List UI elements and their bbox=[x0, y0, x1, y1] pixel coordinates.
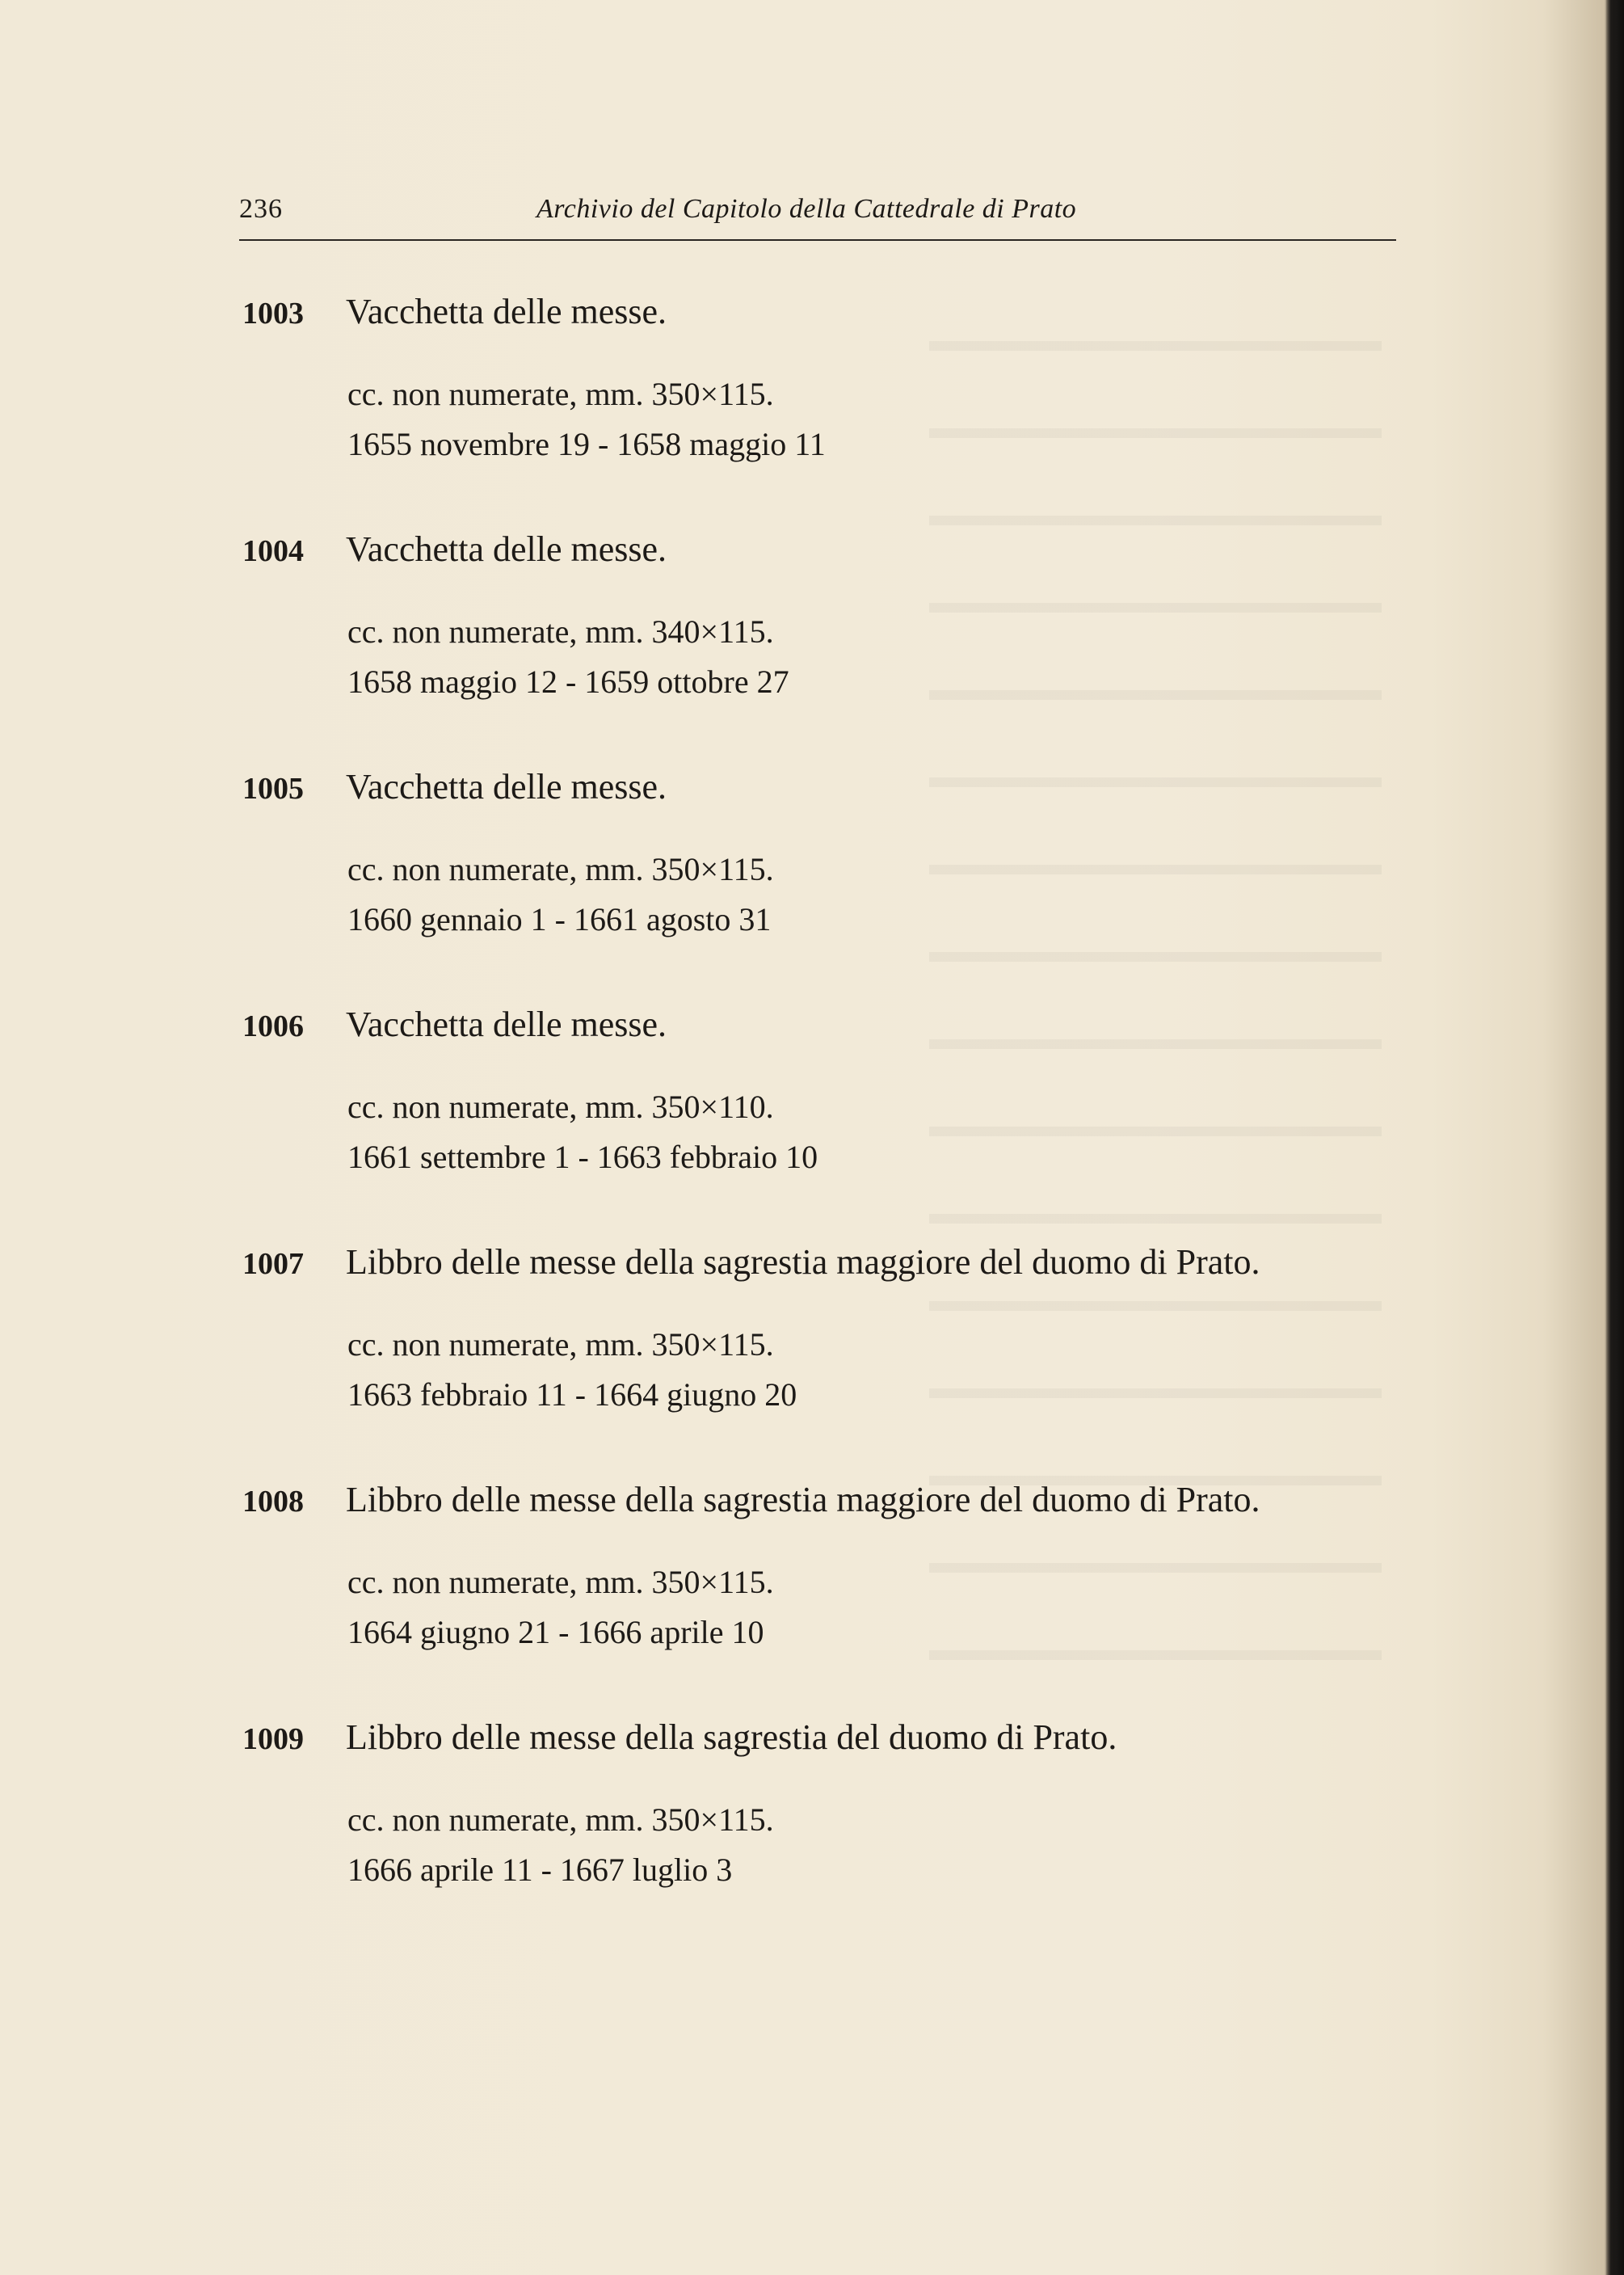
entry-number: 1003 bbox=[242, 297, 304, 331]
entry-number: 1008 bbox=[242, 1485, 304, 1519]
entry-title: Vacchetta delle messe. bbox=[346, 292, 667, 331]
entry-date-range: 1664 giugno 21 - 1666 aprile 10 bbox=[347, 1614, 764, 1650]
entry-number: 1007 bbox=[242, 1247, 304, 1281]
entry-title: Libbro delle messe della sagrestia del duomo di Prato. bbox=[346, 1717, 1117, 1757]
entry-number: 1009 bbox=[242, 1722, 304, 1756]
entry-number: 1006 bbox=[242, 1009, 304, 1043]
entry-title: Vacchetta delle messe. bbox=[346, 767, 667, 807]
entry-date-range: 1661 settembre 1 - 1663 febbraio 10 bbox=[347, 1139, 818, 1175]
entry-date-range: 1658 maggio 12 - 1659 ottobre 27 bbox=[347, 664, 789, 700]
page-number: 236 bbox=[239, 194, 283, 224]
entry-physical-description: cc. non numerate, mm. 350×115. bbox=[347, 851, 774, 887]
entry-date-range: 1666 aprile 11 - 1667 luglio 3 bbox=[347, 1852, 733, 1888]
entry-title: Vacchetta delle messe. bbox=[346, 1005, 667, 1044]
entry-number: 1005 bbox=[242, 772, 304, 806]
entry-date-range: 1660 gennaio 1 - 1661 agosto 31 bbox=[347, 901, 772, 937]
entry-physical-description: cc. non numerate, mm. 350×115. bbox=[347, 376, 774, 412]
running-title: Archivio del Capitolo della Cattedrale di Prato bbox=[536, 194, 1077, 224]
entry-physical-description: cc. non numerate, mm. 350×115. bbox=[347, 1801, 774, 1838]
entry-physical-description: cc. non numerate, mm. 350×115. bbox=[347, 1564, 774, 1600]
entry-physical-description: cc. non numerate, mm. 340×115. bbox=[347, 613, 774, 650]
entry-title: Libbro delle messe della sagrestia maggiore del duomo di Prato. bbox=[346, 1242, 1260, 1282]
entry-title: Vacchetta delle messe. bbox=[346, 529, 667, 569]
entry-date-range: 1663 febbraio 11 - 1664 giugno 20 bbox=[347, 1376, 797, 1413]
entry-number: 1004 bbox=[242, 534, 304, 568]
entry-date-range: 1655 novembre 19 - 1658 maggio 11 bbox=[347, 426, 826, 462]
entry-title: Libbro delle messe della sagrestia maggiore del duomo di Prato. bbox=[346, 1480, 1260, 1519]
page-edge-shadow bbox=[1606, 0, 1624, 2275]
entry-physical-description: cc. non numerate, mm. 350×110. bbox=[347, 1089, 774, 1125]
entry-physical-description: cc. non numerate, mm. 350×115. bbox=[347, 1326, 774, 1363]
running-head bbox=[239, 192, 1396, 241]
